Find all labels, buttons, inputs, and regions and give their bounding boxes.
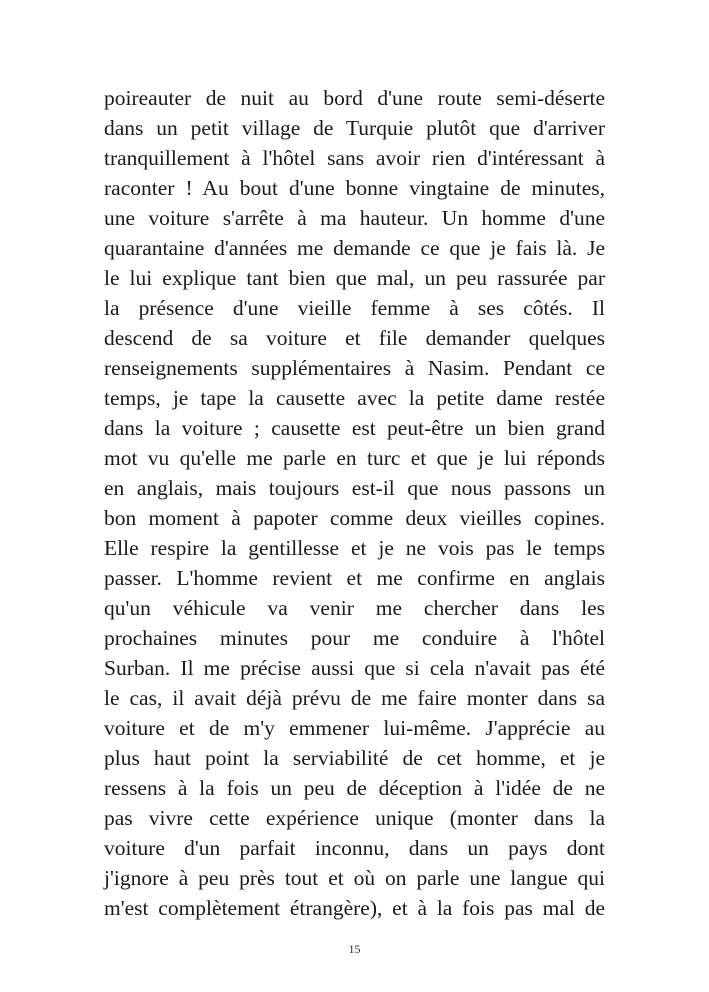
text-line: m'est complètement étrangère), et à la fois pas mal de [104,896,605,920]
text-line: j'ignore à peu près tout et où on parle une langue qui [104,866,605,890]
text-line: voiture et de m'y emmener lui-même. J'apprécie au [104,716,605,740]
text-line: dans un petit village de Turquie plutôt que d'arriver [104,116,605,140]
text-line: le lui explique tant bien que mal, un peu rassurée par [104,266,605,290]
text-line: qu'un véhicule va venir me chercher dans les [104,596,605,620]
page-number: 15 [348,942,361,956]
text-line: ressens à la fois un peu de déception à l'idée de ne [104,776,605,800]
text-line: Surban. Il me précise aussi que si cela n'avait pas été [104,656,605,680]
text-line: bon moment à papoter comme deux vieilles copines. [104,506,605,530]
text-line: tranquillement à l'hôtel sans avoir rien d'intéressant à [104,146,605,170]
text-line: raconter ! Au bout d'une bonne vingtaine de minutes, [104,176,605,200]
text-line: la présence d'une vieille femme à ses côtés. Il [104,296,605,320]
text-line: Elle respire la gentillesse et je ne vois pas le temps [104,536,605,560]
text-line: poireauter de nuit au bord d'une route semi-déserte [104,86,605,110]
text-line: le cas, il avait déjà prévu de me faire monter dans sa [104,686,605,710]
text-line: renseignements supplémentaires à Nasim. Pendant ce [104,356,605,380]
text-line: pas vivre cette expérience unique (monter dans la [104,806,605,830]
text-line: plus haut point la serviabilité de cet homme, et je [104,746,605,770]
text-line: mot vu qu'elle me parle en turc et que je lui réponds [104,446,605,470]
body-text [104,83,605,923]
text-line: en anglais, mais toujours est-il que nous passons un [104,476,605,500]
text-line: dans la voiture ; causette est peut-être un bien grand [104,416,605,440]
text-line: prochaines minutes pour me conduire à l'hôtel [104,626,605,650]
text-line: voiture d'un parfait inconnu, dans un pays dont [104,836,605,860]
text-line: quarantaine d'années me demande ce que je fais là. Je [104,236,605,260]
text-line: descend de sa voiture et file demander quelques [104,326,605,350]
text-line: passer. L'homme revient et me confirme en anglais [104,566,605,590]
text-line: temps, je tape la causette avec la petite dame restée [104,386,605,410]
text-line: une voiture s'arrête à ma hauteur. Un homme d'une [104,206,605,230]
